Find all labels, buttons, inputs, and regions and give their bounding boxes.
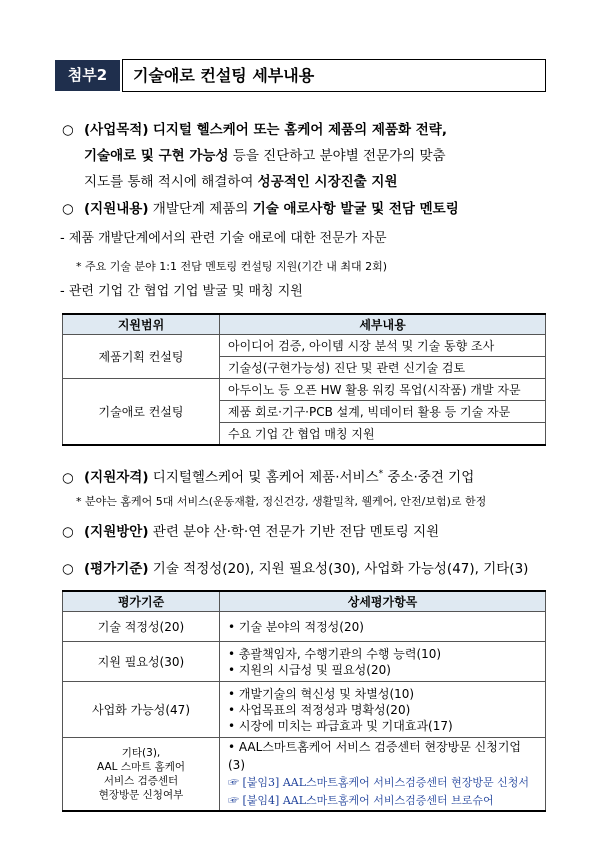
- attachment3-link[interactable]: ☞ [붙임3] AAL스마트홈케어 서비스검증센터 현장방문 신청서: [228, 776, 530, 789]
- eval-criteria-name: 사업화 가능성(47): [63, 682, 220, 738]
- purpose-line3-bold: 성공적인 시장진출 지원: [257, 174, 398, 190]
- criteria-text: 기술 적정성(20), 지원 필요성(30), 사업화 가능성(47), 기타(3): [148, 561, 529, 577]
- table-row: [63, 682, 546, 738]
- support-dash2: - 관련 기업 간 협업 기업 발굴 및 매칭 지원: [60, 284, 303, 299]
- table-row: [63, 642, 546, 682]
- eval-criteria-name: 지원 필요성(30): [63, 642, 220, 682]
- attachment-tag: 첨부2: [55, 60, 120, 91]
- eval-header-criteria: 평가기준: [63, 591, 220, 612]
- table-row: [63, 379, 546, 401]
- purpose-section: [62, 117, 552, 195]
- criteria-section: [62, 556, 552, 582]
- criteria-label: (평가기준): [84, 561, 149, 577]
- eval-header-items: 상세평가항목: [220, 591, 546, 612]
- eval-item-line: • 시장에 미치는 파급효과 및 기대효과(17): [228, 718, 453, 733]
- purpose-line3-pre: 지도를 통해 적시에 해결하여: [84, 174, 258, 190]
- bullet-circle: ○: [62, 469, 74, 486]
- scope-group-name: 제품기획 컨설팅: [63, 335, 220, 379]
- eval-last-name-line: 기타(3),: [121, 747, 161, 759]
- eval-item-line: • 사업목표의 적정성과 명확성(20): [228, 702, 411, 717]
- eval-item: [220, 738, 546, 812]
- support-text: 개발단계 제품의: [148, 201, 253, 217]
- method-text: 관련 분야 산·학·연 전문가 기반 전담 멘토링 지원: [148, 524, 440, 540]
- eval-item: [220, 682, 546, 738]
- table-row: [63, 738, 546, 812]
- qualification-text2: 중소·중견 기업: [383, 469, 475, 486]
- scope-item: 아이디어 검증, 아이템 시장 분석 및 기술 동향 조사: [220, 335, 546, 357]
- eval-table: [62, 590, 546, 812]
- bullet-circle: ○: [62, 561, 74, 577]
- eval-item-line: • 지원의 시급성 및 필요성(20): [228, 662, 391, 677]
- eval-item: [220, 612, 546, 642]
- scope-table: [62, 313, 546, 446]
- eval-item-line: • 기술 분야의 적정성(20): [228, 620, 364, 634]
- eval-item-line: • 총괄책임자, 수행기관의 수행 능력(10): [228, 646, 442, 661]
- purpose-line2-bold: 기술애로 및 구현 가능성: [84, 148, 229, 164]
- eval-criteria-name: 기술 적정성(20): [63, 612, 220, 642]
- eval-last-name-line: AAL 스마트 홈케어: [96, 761, 186, 773]
- eval-item-line: • AAL스마트홈케어 서비스 검증센터 현장방문 신청기업(3): [228, 740, 522, 772]
- eval-item: [220, 642, 546, 682]
- qualification-note: * 분야는 홈케어 5대 서비스(운동재활, 정신건강, 생활밀착, 웰케어, 안전/보험)로 한정: [76, 495, 487, 508]
- bullet-circle: ○: [62, 524, 74, 540]
- eval-last-name-line: 현장방문 신청여부: [98, 789, 184, 801]
- eval-criteria-name: [63, 738, 220, 812]
- eval-item-line: • 개발기술의 혁신성 및 차별성(10): [228, 686, 415, 701]
- qualification-label: (지원자격): [84, 469, 149, 486]
- support-dash1: - 제품 개발단계에서의 관련 기술 애로에 대한 전문가 자문: [60, 231, 387, 246]
- qualification-section: [62, 461, 552, 491]
- purpose-label: (사업목적): [84, 122, 149, 138]
- scope-item: 아두이노 등 오픈 HW 활용 워킹 목업(시작품) 개발 자문: [220, 379, 546, 401]
- method-label: (지원방안): [84, 524, 149, 540]
- eval-last-name-line: 서비스 검증센터: [103, 775, 179, 787]
- attachment4-link[interactable]: ☞ [붙임4] AAL스마트홈케어 서비스검증센터 브로슈어: [228, 794, 494, 807]
- method-section: [62, 519, 552, 545]
- support-label: (지원내용): [84, 201, 149, 217]
- support-note1: * 주요 기술 분야 1:1 전담 멘토링 컨설팅 지원(기간 내 최대 2회): [76, 260, 388, 273]
- qualification-text: 디지털헬스케어 및 홈케어 제품·서비스: [148, 469, 379, 486]
- page-title: 기술애로 컨설팅 세부내용: [122, 59, 546, 92]
- scope-group-name: 기술애로 컨설팅: [63, 379, 220, 446]
- support-text-bold: 기술 애로사항 발굴 및 전담 멘토링: [252, 201, 459, 217]
- table-row: [63, 335, 546, 357]
- scope-item: 기술성(구현가능성) 진단 및 관련 신기술 검토: [220, 357, 546, 379]
- bullet-circle: ○: [62, 122, 74, 138]
- scope-item: 제품 회로·기구·PCB 설계, 빅데이터 활용 등 기술 자문: [220, 401, 546, 423]
- support-section: [62, 196, 552, 222]
- purpose-line2-rest: 등을 진단하고 분야별 전문가의 맞춤: [228, 148, 446, 164]
- bullet-circle: ○: [62, 201, 74, 217]
- footnote-mark: *: [378, 469, 384, 479]
- table-row: [63, 612, 546, 642]
- scope-header-range: 지원범위: [63, 314, 220, 335]
- scope-item: 수요 기업 간 협업 매칭 지원: [220, 423, 546, 446]
- scope-header-detail: 세부내용: [220, 314, 546, 335]
- purpose-line1: 디지털 헬스케어 또는 홈케어 제품의 제품화 전략,: [152, 122, 447, 138]
